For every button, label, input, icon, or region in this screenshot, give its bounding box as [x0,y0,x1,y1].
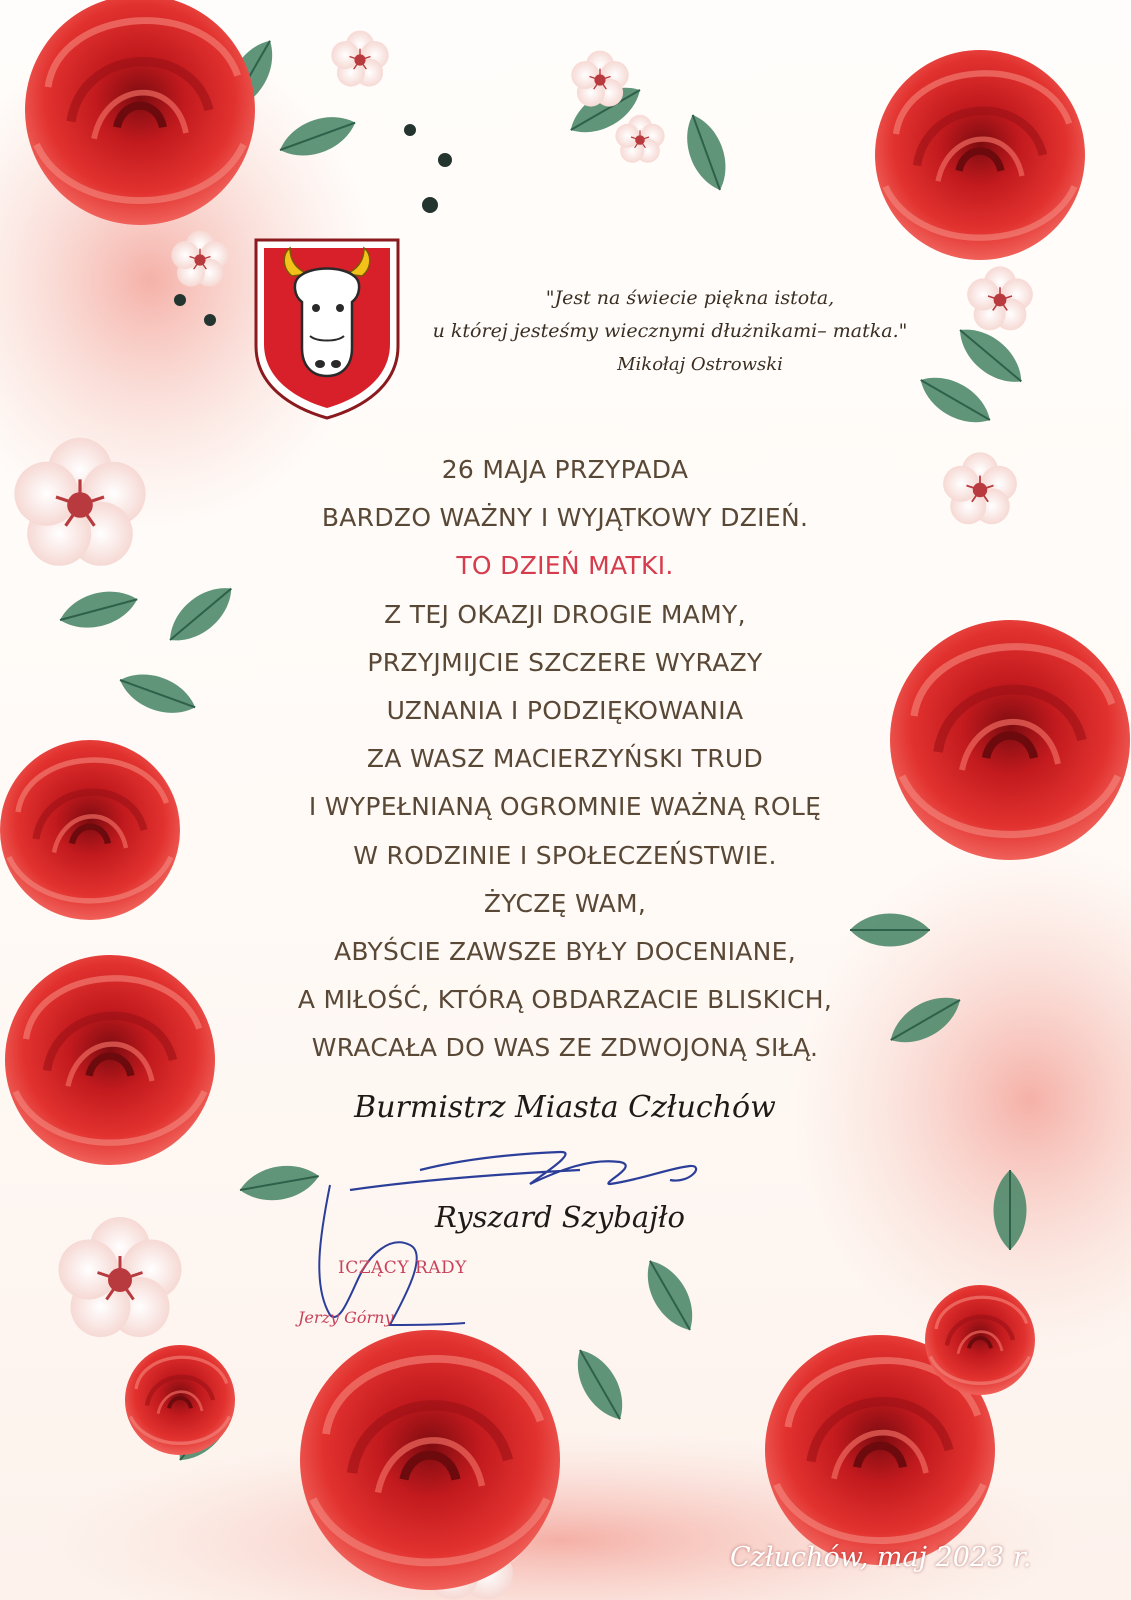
signature-name: Ryszard Szybajło [434,1200,686,1234]
place-and-date: Człuchów, maj 2023 r. [730,1542,1032,1573]
message-line: BARDZO WAŻNY I WYJĄTKOWY DZIEŃ. [321,503,809,533]
message-line: I WYPEŁNIANĄ OGROMNIE WAŻNĄ ROLĘ [308,792,822,822]
message-line: A MIŁOŚĆ, KTÓRĄ OBDARZACIE BLISKICH, [297,985,833,1015]
message-line: ABYŚCIE ZAWSZE BYŁY DOCENIANE, [333,937,797,967]
official-stamp [298,1258,488,1336]
message-line: UZNANIA I PODZIĘKOWANIA [386,696,744,726]
message-line: Z TEJ OKAZJI DROGIE MAMY, [384,599,746,629]
stamp-line-2: Jerzy Górny [298,1308,394,1327]
quote-line-1: "Jest na świecie piękna istota, [545,287,835,309]
coat-of-arms-icon [252,236,402,422]
signature-title: Burmistrz Miasta Człuchów [354,1090,776,1125]
message-line: W RODZINIE I SPOŁECZEŃSTWIE. [353,840,777,870]
quote-line-2: u której jesteśmy wiecznymi dłużnikami– matka." [432,320,908,342]
message-line: PRZYJMIJCIE SZCZERE WYRAZY [367,647,763,677]
quote-block [420,282,920,381]
message-line: 26 MAJA PRZYPADA [441,455,689,484]
stamp-line-1: ICZĄCY RADY [338,1258,467,1278]
message-line: ŻYCZĘ WAM, [483,888,647,918]
greeting-message [220,446,910,1073]
quote-author: Mikołaj Ostrowski [617,354,783,375]
message-line: WRACAŁA DO WAS ZE ZDWOJONĄ SIŁĄ. [311,1033,819,1063]
message-line: ZA WASZ MACIERZYŃSKI TRUD [366,744,764,774]
message-headline: TO DZIEŃ MATKI. [456,551,674,581]
